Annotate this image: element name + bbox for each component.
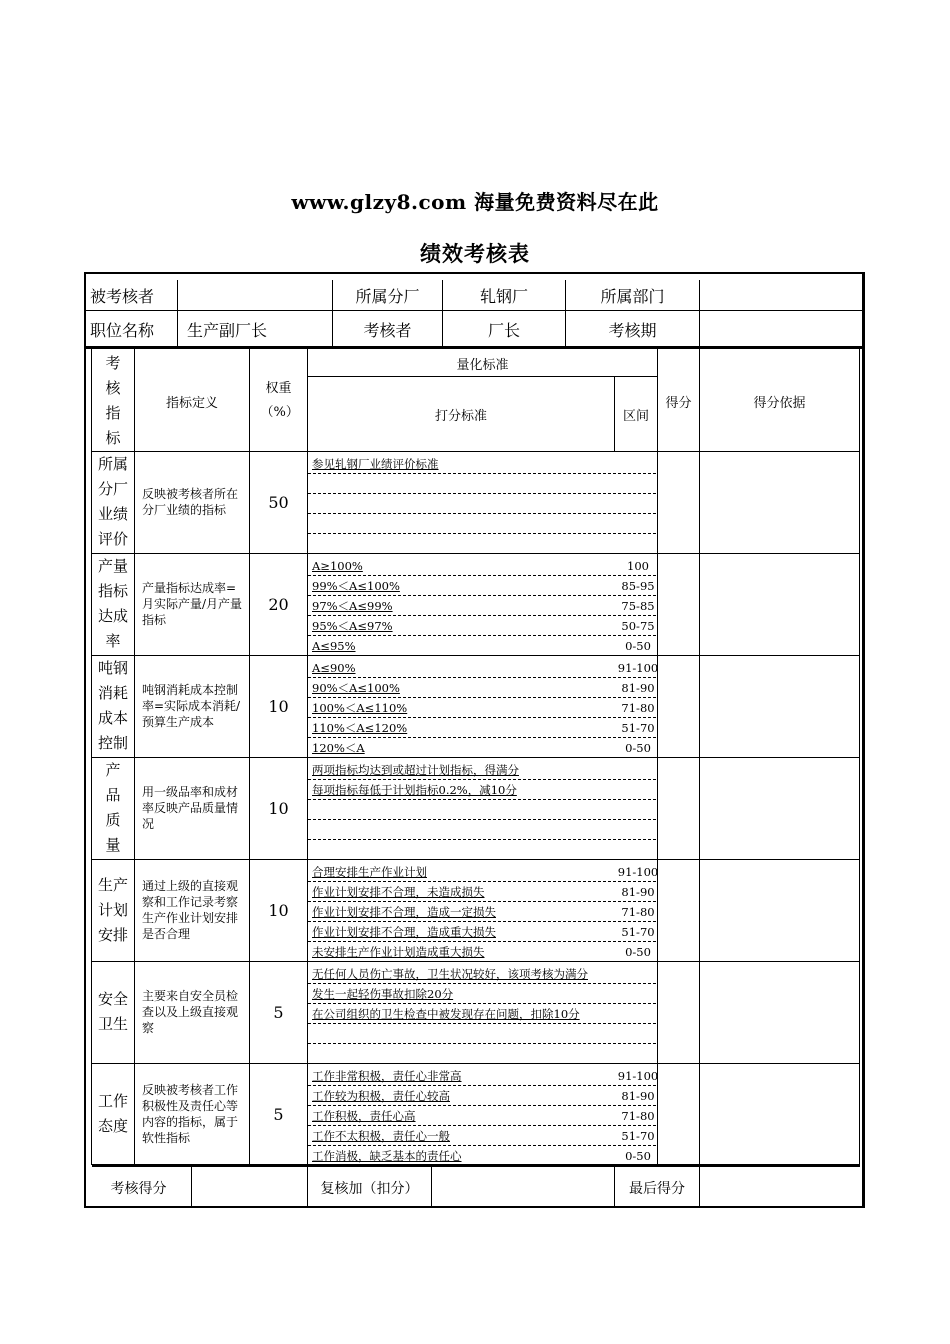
criteria-item: 作业计划安排不合理，未造成损失 — [312, 885, 485, 899]
row-basis[interactable] — [700, 962, 859, 1062]
position-label: 职位名称 — [90, 320, 155, 340]
dept-label: 所属部门 — [600, 286, 665, 306]
col-scoring: 打分标准 — [434, 408, 487, 424]
row-indicator: 吨钢消耗成本控制 — [97, 659, 128, 752]
row-indicator: 生产计划安排 — [97, 875, 128, 944]
final-label: 最后得分 — [629, 1180, 685, 1197]
criteria-item: 90%＜A≤100% — [312, 681, 400, 695]
criteria-item: 工作非常积极，责任心非常高 — [312, 1069, 462, 1083]
range-item: 91-100 — [617, 865, 659, 879]
range-item: 0-50 — [625, 639, 651, 653]
criteria-item: 作业计划安排不合理，造成一定损失 — [312, 905, 496, 919]
reviewee-label: 被考核者 — [90, 286, 155, 306]
range-item: 0-50 — [625, 1149, 651, 1163]
criteria-item: 无任何人员伤亡事故，卫生状况较好，该项考核为满分 — [312, 967, 588, 981]
dept-value[interactable] — [700, 280, 860, 310]
criteria-line — [308, 494, 656, 514]
range-item: 0-50 — [625, 741, 651, 755]
row-score[interactable] — [658, 554, 699, 654]
criteria-item: 工作不太积极，责任心一般 — [312, 1129, 450, 1143]
criteria-item: 发生一起轻伤事故扣除20分 — [312, 987, 454, 1001]
review-label: 复核加（扣分） — [320, 1180, 419, 1197]
row-definition: 通过上级的直接观察和工作记录考察生产作业计划安排是否合理 — [142, 879, 239, 941]
range-item: 85-95 — [621, 579, 655, 593]
criteria-line — [308, 514, 656, 534]
row-score[interactable] — [658, 452, 699, 552]
criteria-item: 100%＜A≤110% — [312, 701, 408, 715]
score-value[interactable] — [192, 1167, 307, 1208]
range-item: 50-75 — [621, 619, 655, 633]
row-score[interactable] — [658, 758, 699, 858]
row-weight: 10 — [268, 696, 289, 716]
row-score[interactable] — [658, 1064, 699, 1164]
range-item: 71-80 — [621, 905, 655, 919]
col-score: 得分 — [665, 395, 692, 411]
criteria-item: 作业计划安排不合理，造成重大损失 — [312, 925, 496, 939]
row-basis[interactable] — [700, 452, 859, 552]
criteria-item: 未安排生产作业计划造成重大损失 — [312, 945, 485, 959]
criteria-item: 在公司组织的卫生检查中被发现存在问题，扣除10分 — [312, 1007, 580, 1021]
criteria-item: 工作积极，责任心高 — [312, 1109, 416, 1123]
range-item: 71-80 — [621, 1109, 655, 1123]
row-score[interactable] — [658, 962, 699, 1062]
row-definition: 吨钢消耗成本控制率=实际成本消耗/预算生产成本 — [142, 683, 241, 729]
range-item: 0-50 — [625, 945, 651, 959]
final-value[interactable] — [700, 1167, 860, 1208]
criteria-item: 120%＜A — [312, 741, 365, 755]
criteria-item: 110%＜A≤120% — [312, 721, 408, 735]
branch-value[interactable]: 轧钢厂 — [479, 286, 528, 306]
row-weight: 10 — [268, 900, 289, 920]
col-quant: 量化标准 — [456, 357, 509, 373]
row-definition: 反映被考核者所在分厂业绩的指标 — [142, 487, 239, 517]
criteria-item: 参见轧钢厂业绩评价标准 — [312, 457, 439, 471]
range-item: 91-100 — [617, 661, 659, 675]
row-definition: 用一级品率和成材率反映产品质量情况 — [142, 785, 239, 831]
row-basis[interactable] — [700, 1064, 859, 1164]
range-item: 81-90 — [621, 885, 655, 899]
range-item: 51-70 — [621, 925, 655, 939]
criteria-item: 99%＜A≤100% — [312, 579, 400, 593]
row-weight: 20 — [268, 594, 289, 614]
row-definition: 产量指标达成率=月实际产量/月产量指标 — [142, 581, 243, 627]
row-basis[interactable] — [700, 860, 859, 960]
criteria-item: A≤90% — [312, 661, 356, 675]
criteria-item: 合理安排生产作业计划 — [312, 865, 427, 879]
criteria-item: A≤95% — [312, 639, 356, 653]
row-weight: 5 — [273, 1104, 284, 1124]
criteria-item: 95%＜A≤97% — [312, 619, 393, 633]
position-value[interactable]: 生产副厂长 — [187, 320, 268, 340]
range-item: 51-70 — [621, 721, 655, 735]
row-weight: 5 — [273, 1002, 284, 1022]
reviewer-value[interactable]: 厂长 — [487, 320, 520, 340]
criteria-item: A≥100% — [312, 559, 363, 573]
criteria-line — [308, 800, 656, 820]
range-item: 91-100 — [617, 1069, 659, 1083]
range-item: 51-70 — [621, 1129, 655, 1143]
page-title: 绩效考核表 — [420, 241, 530, 266]
reviewee-value[interactable] — [178, 280, 332, 310]
row-score[interactable] — [658, 656, 699, 756]
row-basis[interactable] — [700, 758, 859, 858]
row-score[interactable] — [658, 860, 699, 960]
row-indicator: 工作态度 — [97, 1092, 128, 1135]
col-weight: 权重（%） — [260, 381, 299, 420]
criteria-line — [308, 658, 656, 678]
criteria-item: 工作消极，缺乏基本的责任心 — [312, 1149, 462, 1163]
site-line: www.glzy8.com 海量免费资料尽在此 — [291, 190, 659, 214]
period-value[interactable] — [700, 312, 860, 346]
criteria-line — [308, 474, 656, 494]
row-basis[interactable] — [700, 656, 859, 756]
col-definition: 指标定义 — [165, 395, 218, 411]
range-item: 71-80 — [621, 701, 655, 715]
row-indicator: 所属分厂业绩评价 — [97, 455, 128, 548]
grid-line — [84, 346, 865, 349]
review-value[interactable] — [432, 1167, 614, 1208]
score-label: 考核得分 — [110, 1180, 167, 1197]
row-indicator: 安全卫生 — [97, 990, 128, 1033]
col-range: 区间 — [622, 408, 649, 424]
branch-label: 所属分厂 — [355, 286, 420, 306]
grid-line — [84, 310, 865, 311]
row-definition: 反映被考核者工作积极性及责任心等内容的指标，属于软性指标 — [142, 1083, 239, 1145]
col-basis: 得分依据 — [753, 395, 806, 411]
row-indicator: 产品质量 — [105, 761, 121, 854]
criteria-line — [308, 820, 656, 840]
col-indicator: 考核指标 — [105, 354, 121, 447]
criteria-item: 每项指标每低于计划指标0.2%，减10分 — [312, 783, 517, 797]
range-item: 81-90 — [621, 681, 655, 695]
criteria-item: 97%＜A≤99% — [312, 599, 393, 613]
row-indicator: 产量指标达成率 — [97, 557, 128, 650]
range-item: 100 — [627, 559, 649, 573]
range-item: 75-85 — [621, 599, 655, 613]
row-definition: 主要来自安全员检查以及上级直接观察 — [142, 989, 239, 1035]
reviewer-label: 考核者 — [363, 320, 412, 340]
range-item: 81-90 — [621, 1089, 655, 1103]
row-weight: 10 — [268, 798, 289, 818]
period-label: 考核期 — [608, 320, 657, 340]
criteria-line — [308, 1024, 656, 1044]
row-basis[interactable] — [700, 554, 859, 654]
criteria-item: 两项指标均达到或超过计划指标，得满分 — [312, 763, 519, 777]
row-weight: 50 — [268, 492, 289, 512]
criteria-item: 工作较为积极，责任心较高 — [312, 1089, 450, 1103]
